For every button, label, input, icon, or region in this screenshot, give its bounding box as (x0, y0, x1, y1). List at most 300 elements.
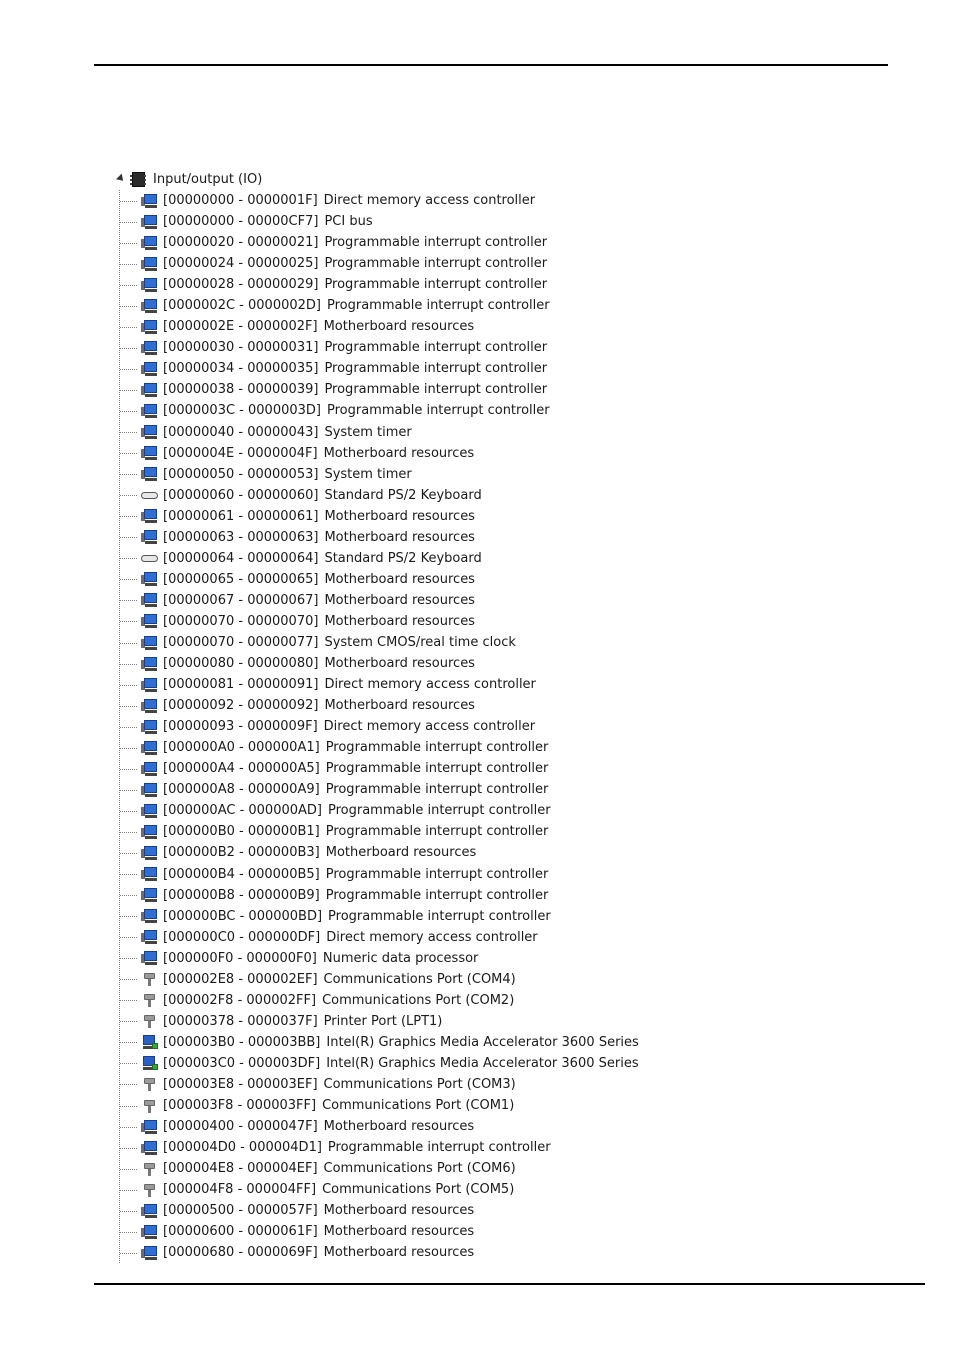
tree-item-label (163, 1221, 474, 1242)
tree-branch-line (120, 579, 137, 580)
device-name: Communications Port (COM1) (322, 1098, 515, 1114)
tree-branch-line (120, 432, 137, 433)
device-name: Communications Port (COM6) (323, 1161, 516, 1177)
device-name: Programmable interrupt controller (324, 340, 548, 356)
port-icon (141, 1076, 158, 1092)
tree-branch-line (120, 1232, 137, 1233)
tree-item-label (163, 1116, 474, 1137)
io-range: [000003B0 - 000003BB] (163, 1034, 321, 1050)
system-device-icon (141, 235, 158, 251)
device-name: Programmable interrupt controller (326, 298, 550, 314)
tree-item[interactable] (119, 337, 734, 358)
system-device-icon (141, 445, 158, 461)
tree-item-label (163, 422, 412, 443)
tree-item[interactable] (119, 527, 734, 548)
io-range: [00000034 - 00000035] (163, 361, 319, 377)
tree-item-label (163, 1179, 514, 1200)
device-name: Motherboard resources (323, 1245, 475, 1261)
device-name: Motherboard resources (324, 529, 475, 545)
device-name: Programmable interrupt controller (327, 1140, 551, 1156)
device-name: Programmable interrupt controller (328, 803, 551, 819)
device-name: Programmable interrupt controller (324, 235, 548, 251)
keyboard-icon (141, 487, 158, 503)
tree-item[interactable] (119, 590, 734, 611)
io-range: [00000020 - 00000021] (163, 235, 319, 251)
io-range: [00000000 - 0000001F] (163, 193, 318, 209)
device-name: Motherboard resources (324, 613, 475, 629)
io-range: [00000060 - 00000060] (163, 487, 319, 503)
tree-item-label (163, 779, 548, 800)
tree-item-label (163, 990, 514, 1011)
io-range: [00000093 - 0000009F] (163, 719, 318, 735)
tree-item-label (163, 885, 548, 906)
device-name: Programmable interrupt controller (325, 866, 549, 882)
tree-item-label (163, 400, 550, 421)
tree-branch-line (120, 558, 137, 559)
tree-item[interactable] (119, 316, 734, 337)
io-range: [000000A0 - 000000A1] (163, 740, 320, 756)
tree-item-label (163, 190, 535, 211)
io-range: [0000002E - 0000002F] (163, 319, 318, 335)
device-name: Motherboard resources (323, 319, 475, 335)
device-name: Motherboard resources (324, 698, 475, 714)
tree-branch-line (120, 1000, 137, 1001)
tree-item[interactable] (119, 674, 734, 695)
tree-branch-line (120, 958, 137, 959)
tree-branch-line (120, 769, 137, 770)
tree-item-label (163, 821, 548, 842)
tree-branch-line (120, 1253, 137, 1254)
device-name: PCI bus (324, 214, 373, 230)
io-range: [000003E8 - 000003EF] (163, 1076, 318, 1092)
tree-root-io[interactable] (114, 169, 734, 190)
system-device-icon (141, 950, 158, 966)
port-icon (141, 992, 158, 1008)
device-name: Programmable interrupt controller (325, 824, 549, 840)
tree-item-label (163, 969, 516, 990)
device-tree (114, 169, 734, 1263)
device-name: Direct memory access controller (326, 929, 538, 945)
device-name: Programmable interrupt controller (324, 277, 548, 293)
tree-branch-line (120, 327, 137, 328)
tree-item[interactable] (119, 443, 734, 464)
tree-branch-line (120, 916, 137, 917)
tree-item[interactable] (119, 485, 734, 506)
system-device-icon (141, 866, 158, 882)
system-device-icon (141, 887, 158, 903)
tree-item[interactable] (119, 1221, 734, 1242)
tree-branch-line (120, 664, 137, 665)
io-range: [000000C0 - 000000DF] (163, 929, 321, 945)
io-range: [00000065 - 00000065] (163, 571, 319, 587)
tree-item[interactable] (119, 1158, 734, 1179)
device-name: Motherboard resources (323, 1224, 475, 1240)
tree-item[interactable] (119, 653, 734, 674)
port-icon (141, 1161, 158, 1177)
tree-item[interactable] (119, 927, 734, 948)
tree-item[interactable] (119, 864, 734, 885)
device-name: Motherboard resources (323, 445, 475, 461)
io-range: [00000064 - 00000064] (163, 550, 319, 566)
system-device-icon (141, 403, 158, 419)
port-icon (141, 1098, 158, 1114)
tree-branch-line (120, 1127, 137, 1128)
io-range: [000000F0 - 000000F0] (163, 950, 317, 966)
tree-item-label (163, 653, 475, 674)
io-range: [000002E8 - 000002EF] (163, 971, 318, 987)
tree-branch-line (120, 706, 137, 707)
io-range: [0000004E - 0000004F] (163, 445, 318, 461)
tree-item-label (163, 716, 535, 737)
tree-branch-line (120, 306, 137, 307)
tree-item-label (163, 590, 475, 611)
port-icon (141, 971, 158, 987)
system-device-icon (141, 803, 158, 819)
device-name: Programmable interrupt controller (326, 403, 550, 419)
system-device-icon (141, 424, 158, 440)
tree-item[interactable] (119, 190, 734, 211)
tree-item[interactable] (119, 211, 734, 232)
tree-branch-line (120, 243, 137, 244)
device-name: Direct memory access controller (323, 719, 536, 735)
device-name: Motherboard resources (323, 1119, 475, 1135)
tree-branch-line (120, 1169, 137, 1170)
tree-item[interactable] (119, 885, 734, 906)
tree-branch-line (120, 201, 137, 202)
io-range: [00000063 - 00000063] (163, 529, 319, 545)
tree-item-label (163, 864, 548, 885)
device-name: Programmable interrupt controller (324, 361, 548, 377)
tree-item-label (163, 1053, 639, 1074)
tree-item-label (163, 443, 474, 464)
tree-item-label (163, 527, 475, 548)
device-name: Direct memory access controller (323, 193, 536, 209)
tree-branch-line (120, 264, 137, 265)
device-name: Communications Port (COM5) (322, 1182, 515, 1198)
tree-item-label (163, 316, 474, 337)
tree-children (119, 190, 734, 1263)
tree-item[interactable] (119, 1242, 734, 1263)
tree-item[interactable] (119, 1137, 734, 1158)
tree-item[interactable] (119, 1095, 734, 1116)
tree-branch-line (120, 600, 137, 601)
tree-branch-line (120, 979, 137, 980)
device-name: Motherboard resources (324, 592, 475, 608)
system-device-icon (141, 740, 158, 756)
root-label: Input/output (IO) (153, 172, 263, 187)
device-name: Motherboard resources (324, 656, 475, 672)
device-name: Direct memory access controller (324, 677, 536, 693)
tree-item-label (163, 358, 547, 379)
tree-item-label (163, 737, 548, 758)
system-device-icon (141, 782, 158, 798)
io-range: [000004D0 - 000004D1] (163, 1140, 322, 1156)
io-range: [00000030 - 00000031] (163, 340, 319, 356)
tree-item[interactable] (119, 464, 734, 485)
tree-item-label (163, 1158, 516, 1179)
system-device-icon (141, 1245, 158, 1261)
device-name: System timer (324, 466, 412, 482)
tree-branch-line (120, 1106, 137, 1107)
tree-item-label (163, 632, 516, 653)
system-device-icon (141, 529, 158, 545)
device-name: Motherboard resources (324, 571, 475, 587)
system-device-icon (141, 845, 158, 861)
io-range: [00000040 - 00000043] (163, 424, 319, 440)
tree-item[interactable] (119, 758, 734, 779)
device-name: Motherboard resources (325, 845, 477, 861)
system-device-icon (141, 193, 158, 209)
tree-branch-line (120, 1063, 137, 1064)
tree-item-label (163, 1095, 514, 1116)
tree-item-label (163, 674, 536, 695)
io-range: [000000B8 - 000000B9] (163, 887, 320, 903)
tree-item[interactable] (119, 990, 734, 1011)
tree-item[interactable] (119, 569, 734, 590)
tree-branch-line (120, 832, 137, 833)
tree-item-label (163, 211, 373, 232)
system-device-icon (141, 319, 158, 335)
tree-item[interactable] (119, 1200, 734, 1221)
chip-icon (132, 172, 145, 187)
tree-item-label (163, 611, 475, 632)
device-name: Communications Port (COM2) (322, 992, 515, 1008)
tree-item-label (163, 1011, 442, 1032)
tree-branch-line (120, 1148, 137, 1149)
system-device-icon (141, 698, 158, 714)
io-range: [00000070 - 00000077] (163, 635, 319, 650)
tree-branch-line (120, 853, 137, 854)
tree-item-label (163, 948, 478, 969)
system-device-icon (141, 256, 158, 272)
device-name: System CMOS/real time clock (324, 635, 516, 650)
tree-item-label (163, 800, 551, 821)
io-range: [00000061 - 00000061] (163, 508, 319, 524)
io-range: [00000024 - 00000025] (163, 256, 319, 272)
keyboard-icon (141, 550, 158, 566)
tree-item[interactable] (119, 274, 734, 295)
tree-branch-line (120, 1084, 137, 1085)
io-range: [00000680 - 0000069F] (163, 1245, 318, 1261)
io-range: [00000600 - 0000061F] (163, 1224, 318, 1240)
system-device-icon (141, 277, 158, 293)
tree-branch-line (120, 411, 137, 412)
system-device-icon (141, 1140, 158, 1156)
device-name: Programmable interrupt controller (325, 782, 549, 798)
device-name: Standard PS/2 Keyboard (324, 487, 482, 503)
tree-item[interactable] (119, 379, 734, 400)
tree-item-label (163, 1200, 474, 1221)
device-name: Programmable interrupt controller (328, 908, 551, 924)
tree-item[interactable] (119, 800, 734, 821)
tree-item[interactable] (119, 295, 734, 316)
tree-item[interactable] (119, 1074, 734, 1095)
tree-item[interactable] (119, 842, 734, 863)
tree-branch-line (120, 453, 137, 454)
io-range: [000003C0 - 000003DF] (163, 1055, 321, 1071)
system-device-icon (141, 761, 158, 777)
tree-item[interactable] (119, 232, 734, 253)
system-device-icon (141, 298, 158, 314)
system-device-icon (141, 824, 158, 840)
device-name: Programmable interrupt controller (325, 761, 549, 777)
port-icon (141, 1182, 158, 1198)
io-range: [00000050 - 00000053] (163, 466, 319, 482)
io-range: [00000081 - 00000091] (163, 677, 319, 693)
io-range: [000004E8 - 000004EF] (163, 1161, 318, 1177)
io-range: [000004F8 - 000004FF] (163, 1182, 317, 1198)
tree-item[interactable] (119, 779, 734, 800)
tree-item[interactable] (119, 611, 734, 632)
system-device-icon (141, 382, 158, 398)
device-name: Printer Port (LPT1) (323, 1013, 443, 1029)
io-range: [00000000 - 00000CF7] (163, 214, 319, 230)
device-name: Motherboard resources (324, 508, 475, 524)
tree-item[interactable] (119, 632, 734, 653)
io-range: [000002F8 - 000002FF] (163, 992, 317, 1008)
tree-item[interactable] (119, 716, 734, 737)
port-icon (141, 1013, 158, 1029)
tree-branch-line (120, 643, 137, 644)
tree-branch-line (120, 369, 137, 370)
tree-item-label (163, 927, 538, 948)
tree-branch-line (120, 222, 137, 223)
io-range: [00000500 - 0000057F] (163, 1203, 318, 1219)
tree-item-label (163, 337, 547, 358)
io-range: [00000028 - 00000029] (163, 277, 319, 293)
device-name: Standard PS/2 Keyboard (324, 550, 482, 566)
expand-arrow-icon[interactable] (116, 173, 126, 183)
tree-item[interactable] (119, 253, 734, 274)
system-device-icon (141, 677, 158, 693)
tree-item[interactable] (119, 821, 734, 842)
tree-branch-line (120, 537, 137, 538)
system-device-icon (141, 719, 158, 735)
tree-item[interactable] (119, 969, 734, 990)
io-range: [00000067 - 00000067] (163, 592, 319, 608)
system-device-icon (141, 466, 158, 482)
tree-item-label (163, 379, 547, 400)
tree-branch-line (120, 495, 137, 496)
tree-branch-line (120, 727, 137, 728)
io-range: [000003F8 - 000003FF] (163, 1098, 317, 1114)
tree-branch-line (120, 937, 137, 938)
io-range: [00000080 - 00000080] (163, 656, 319, 672)
tree-item[interactable] (119, 1011, 734, 1032)
system-device-icon (141, 1203, 158, 1219)
io-range: [00000038 - 00000039] (163, 382, 319, 398)
tree-branch-line (120, 474, 137, 475)
tree-item[interactable] (119, 1179, 734, 1200)
display-adapter-icon (141, 1055, 158, 1071)
tree-branch-line (120, 748, 137, 749)
io-range: [00000400 - 0000047F] (163, 1119, 318, 1135)
tree-branch-line (120, 621, 137, 622)
tree-item-label (163, 1137, 551, 1158)
io-range: [00000070 - 00000070] (163, 613, 319, 629)
device-name: Intel(R) Graphics Media Accelerator 3600 Series (326, 1055, 639, 1071)
tree-item[interactable] (119, 1053, 734, 1074)
system-device-icon (141, 214, 158, 230)
tree-item[interactable] (119, 737, 734, 758)
io-range: [000000A4 - 000000A5] (163, 761, 320, 777)
tree-item-label (163, 232, 547, 253)
tree-branch-line (120, 790, 137, 791)
system-device-icon (141, 635, 158, 651)
tree-item-label (163, 464, 412, 485)
device-name: Motherboard resources (323, 1203, 475, 1219)
tree-item-label (163, 485, 482, 506)
tree-item[interactable] (119, 358, 734, 379)
tree-branch-line (120, 874, 137, 875)
io-range: [0000002C - 0000002D] (163, 298, 321, 314)
tree-item[interactable] (119, 906, 734, 927)
tree-item-label (163, 906, 551, 927)
device-name: Communications Port (COM3) (323, 1076, 516, 1092)
io-range: [000000B4 - 000000B5] (163, 866, 320, 882)
system-device-icon (141, 361, 158, 377)
header-rule (94, 64, 888, 66)
device-name: Programmable interrupt controller (324, 256, 548, 272)
io-range: [0000003C - 0000003D] (163, 403, 321, 419)
tree-item-label (163, 569, 475, 590)
io-range: [000000B2 - 000000B3] (163, 845, 320, 861)
tree-item[interactable] (119, 548, 734, 569)
tree-item-label (163, 695, 475, 716)
io-range: [000000A8 - 000000A9] (163, 782, 320, 798)
device-name: Programmable interrupt controller (325, 740, 549, 756)
device-name: Intel(R) Graphics Media Accelerator 3600 Series (326, 1034, 639, 1050)
io-range: [000000B0 - 000000B1] (163, 824, 320, 840)
tree-item[interactable] (119, 506, 734, 527)
device-name: Programmable interrupt controller (325, 887, 549, 903)
tree-item[interactable] (119, 1116, 734, 1137)
tree-branch-line (120, 895, 137, 896)
system-device-icon (141, 571, 158, 587)
tree-item-label (163, 1074, 516, 1095)
tree-item[interactable] (119, 948, 734, 969)
tree-item[interactable] (119, 400, 734, 421)
device-name: Programmable interrupt controller (324, 382, 548, 398)
tree-branch-line (120, 516, 137, 517)
tree-item-label (163, 1032, 639, 1053)
system-device-icon (141, 508, 158, 524)
tree-item[interactable] (119, 422, 734, 443)
device-name: Communications Port (COM4) (323, 971, 516, 987)
tree-item-label (163, 274, 547, 295)
io-range: [00000092 - 00000092] (163, 698, 319, 714)
device-name: System timer (324, 424, 412, 440)
tree-item[interactable] (119, 695, 734, 716)
tree-branch-line (120, 1021, 137, 1022)
system-device-icon (141, 1224, 158, 1240)
tree-branch-line (120, 1211, 137, 1212)
system-device-icon (141, 908, 158, 924)
tree-item-label (163, 253, 547, 274)
tree-item-label (163, 842, 476, 863)
tree-branch-line (120, 1190, 137, 1191)
tree-branch-line (120, 1042, 137, 1043)
tree-branch-line (120, 285, 137, 286)
system-device-icon (141, 592, 158, 608)
tree-item-label (163, 548, 482, 569)
system-device-icon (141, 340, 158, 356)
tree-item-label (163, 758, 548, 779)
io-range: [000000BC - 000000BD] (163, 908, 323, 924)
tree-branch-line (120, 390, 137, 391)
io-range: [00000378 - 0000037F] (163, 1013, 318, 1029)
tree-item[interactable] (119, 1032, 734, 1053)
